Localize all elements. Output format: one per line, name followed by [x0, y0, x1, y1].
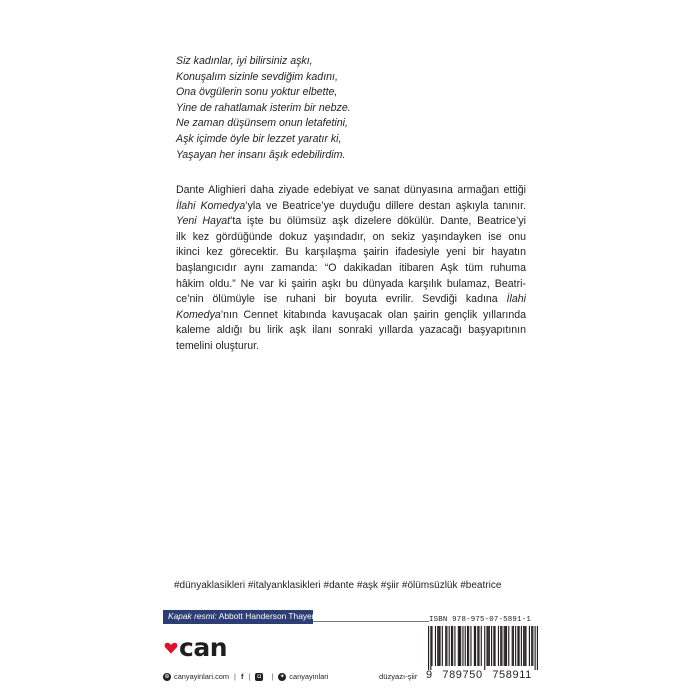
barcode-bar: [488, 626, 489, 666]
globe-icon: ⊕: [164, 673, 170, 680]
barcode-bar: [519, 626, 520, 666]
barcode-bar: [460, 626, 461, 666]
cover-credit: [168, 611, 315, 621]
poem-line: Aşk içimde öyle bir lezzet yaratır ki,: [176, 132, 342, 145]
poem-line: Konuşalım sizinle sevdiğim kadını,: [176, 70, 338, 83]
barcode-digit-first: 9: [426, 669, 433, 681]
description-line: Komedya’nın Cennet kitabında kavuşacak olan şairin gençlik yıllarında: [176, 308, 526, 321]
barcode-bar: [481, 626, 482, 666]
barcode-bar: [449, 626, 450, 666]
barcode-bar: [468, 626, 469, 666]
poem-line: Siz kadınlar, iyi bilirsiniz aşkı,: [176, 55, 313, 67]
barcode-digits: [426, 669, 540, 681]
barcode-bar: [532, 626, 533, 666]
publisher-logo: [164, 633, 244, 663]
barcode-bar: [438, 626, 439, 666]
barcode-bar: [500, 626, 501, 666]
barcode-bar: [484, 626, 485, 670]
barcode-bar: [489, 626, 490, 666]
poem-line: Ne zaman düşünsem onun letafetini,: [176, 117, 348, 130]
barcode-bar: [430, 626, 431, 670]
genre-label: düzyazı-şiir: [379, 672, 418, 681]
barcode-bar: [459, 626, 460, 666]
description-line: temelini oluşturur.: [176, 339, 260, 352]
barcode-bar: [524, 626, 525, 666]
barcode-bar: [515, 626, 516, 666]
barcode-bar: [454, 626, 455, 666]
barcode-bar: [467, 626, 468, 666]
poem-line: Yine de rahatlamak isterim bir nebze.: [176, 101, 351, 114]
instagram-icon: ◘: [255, 673, 263, 681]
description-line: ce’nin ölümüyle ise ruhani bir boyuta evrilir. Sevdiği kadına İlahi: [176, 293, 526, 306]
barcode-bar: [535, 626, 536, 670]
barcode-bar: [474, 626, 475, 666]
barcode-bar: [475, 626, 476, 666]
barcode-bar: [458, 626, 459, 666]
barcode-bar: [462, 626, 463, 666]
barcode-bar: [478, 626, 479, 666]
barcode-bar: [498, 626, 499, 666]
poem-excerpt: [176, 54, 536, 163]
cover-credit-label: Kapak resmi:: [168, 611, 217, 621]
poem-line: Yaşayan her insanı âşık edebilirdim.: [176, 148, 346, 161]
facebook-icon: f: [240, 672, 244, 681]
cover-credit-artist: Abbott Handerson Thayer: [218, 611, 315, 621]
separator: |: [271, 672, 274, 681]
barcode-bar: [437, 626, 438, 666]
barcode-bar: [525, 626, 526, 666]
barcode-bar: [523, 626, 524, 666]
barcode-bar: [508, 626, 509, 666]
barcode-bar: [521, 626, 522, 666]
barcode-bar: [537, 626, 538, 670]
barcode-bar: [451, 626, 452, 666]
barcode-bar: [531, 626, 532, 666]
description-line: Yeni Hayat’ta işte bu ölümsüz aşk dizelere dökülür. Dante, Beatrice’yi: [176, 215, 526, 228]
barcode-bar: [529, 626, 530, 666]
barcode-bar: [506, 626, 507, 666]
barcode-bar: [501, 626, 502, 666]
description-line: kaleme aldığı bu lirik aşk ilanı sonraki yıllarda yazacağı başyapıtının: [176, 324, 526, 337]
barcode-bar: [446, 626, 447, 666]
book-description: [176, 183, 526, 355]
barcode-bar: [505, 626, 506, 666]
isbn-label: ISBN 978-975-07-5891-1: [429, 616, 531, 624]
barcode: [428, 626, 538, 670]
publisher-social-handle: canyayinlari: [289, 672, 329, 681]
description-line: başlangıcıdır aynı zamanda: “O dakikadan itibaren Aşk tüm ruhuma: [176, 261, 526, 274]
barcode-bar: [465, 626, 466, 666]
barcode-bar: [491, 626, 492, 666]
publisher-logo-text: can: [179, 633, 227, 662]
twitter-icon: ✦: [279, 673, 285, 680]
barcode-bar: [442, 626, 443, 666]
barcode-bar: [504, 626, 505, 666]
barcode-bar: [435, 626, 436, 666]
barcode-bar: [512, 626, 513, 666]
cover-credit-band: [163, 610, 313, 624]
publisher-website: canyayinlari.com: [174, 672, 230, 681]
barcode-bar: [513, 626, 514, 666]
barcode-bar: [445, 626, 446, 666]
separator: |: [248, 672, 251, 681]
hashtags: #dünyaklasikleri #italyanklasikleri #dante #aşk #şiir #ölümsüzlük #beatrice: [174, 580, 502, 591]
description-line: Dante Alighieri daha ziyade edebiyat ve sanat dünyasına armağan ettiği: [176, 184, 526, 196]
barcode-digits-right: 758911: [492, 669, 532, 681]
divider: [313, 621, 429, 622]
barcode-bar: [439, 626, 440, 666]
description-line: ikinci kez görecektir. Bu karşılaşma şairin ifadesiyle yeni bir hayatın: [176, 246, 526, 259]
separator: |: [234, 672, 236, 681]
heart-icon: [164, 641, 178, 655]
barcode-bar: [517, 626, 518, 666]
barcode-bar: [493, 626, 494, 666]
barcode-bar: [428, 626, 429, 670]
description-line: hâkim oldu.” Ne var ki şairin aşkı bu dünyada karşılık bulamaz, Beatri-: [176, 277, 526, 290]
description-line: ilk kez gördüğünde dokuz yaşındadır, on sekiz yaşındayken ise onu: [176, 230, 526, 243]
barcode-bar: [431, 626, 432, 666]
description-line: İlahi Komedya’yla ve Beatrice’ye duyduğu dillere destan aşkıyla tanınır.: [176, 199, 526, 212]
barcode-bar: [477, 626, 478, 666]
publisher-footer: [163, 672, 328, 681]
barcode-bar: [486, 626, 487, 666]
poem-line: Ona övgülerin sonu yoktur elbette,: [176, 86, 338, 99]
barcode-bar: [494, 626, 495, 666]
barcode-bar: [470, 626, 471, 666]
barcode-bar: [452, 626, 453, 666]
barcode-digits-left: 789750: [442, 669, 483, 681]
